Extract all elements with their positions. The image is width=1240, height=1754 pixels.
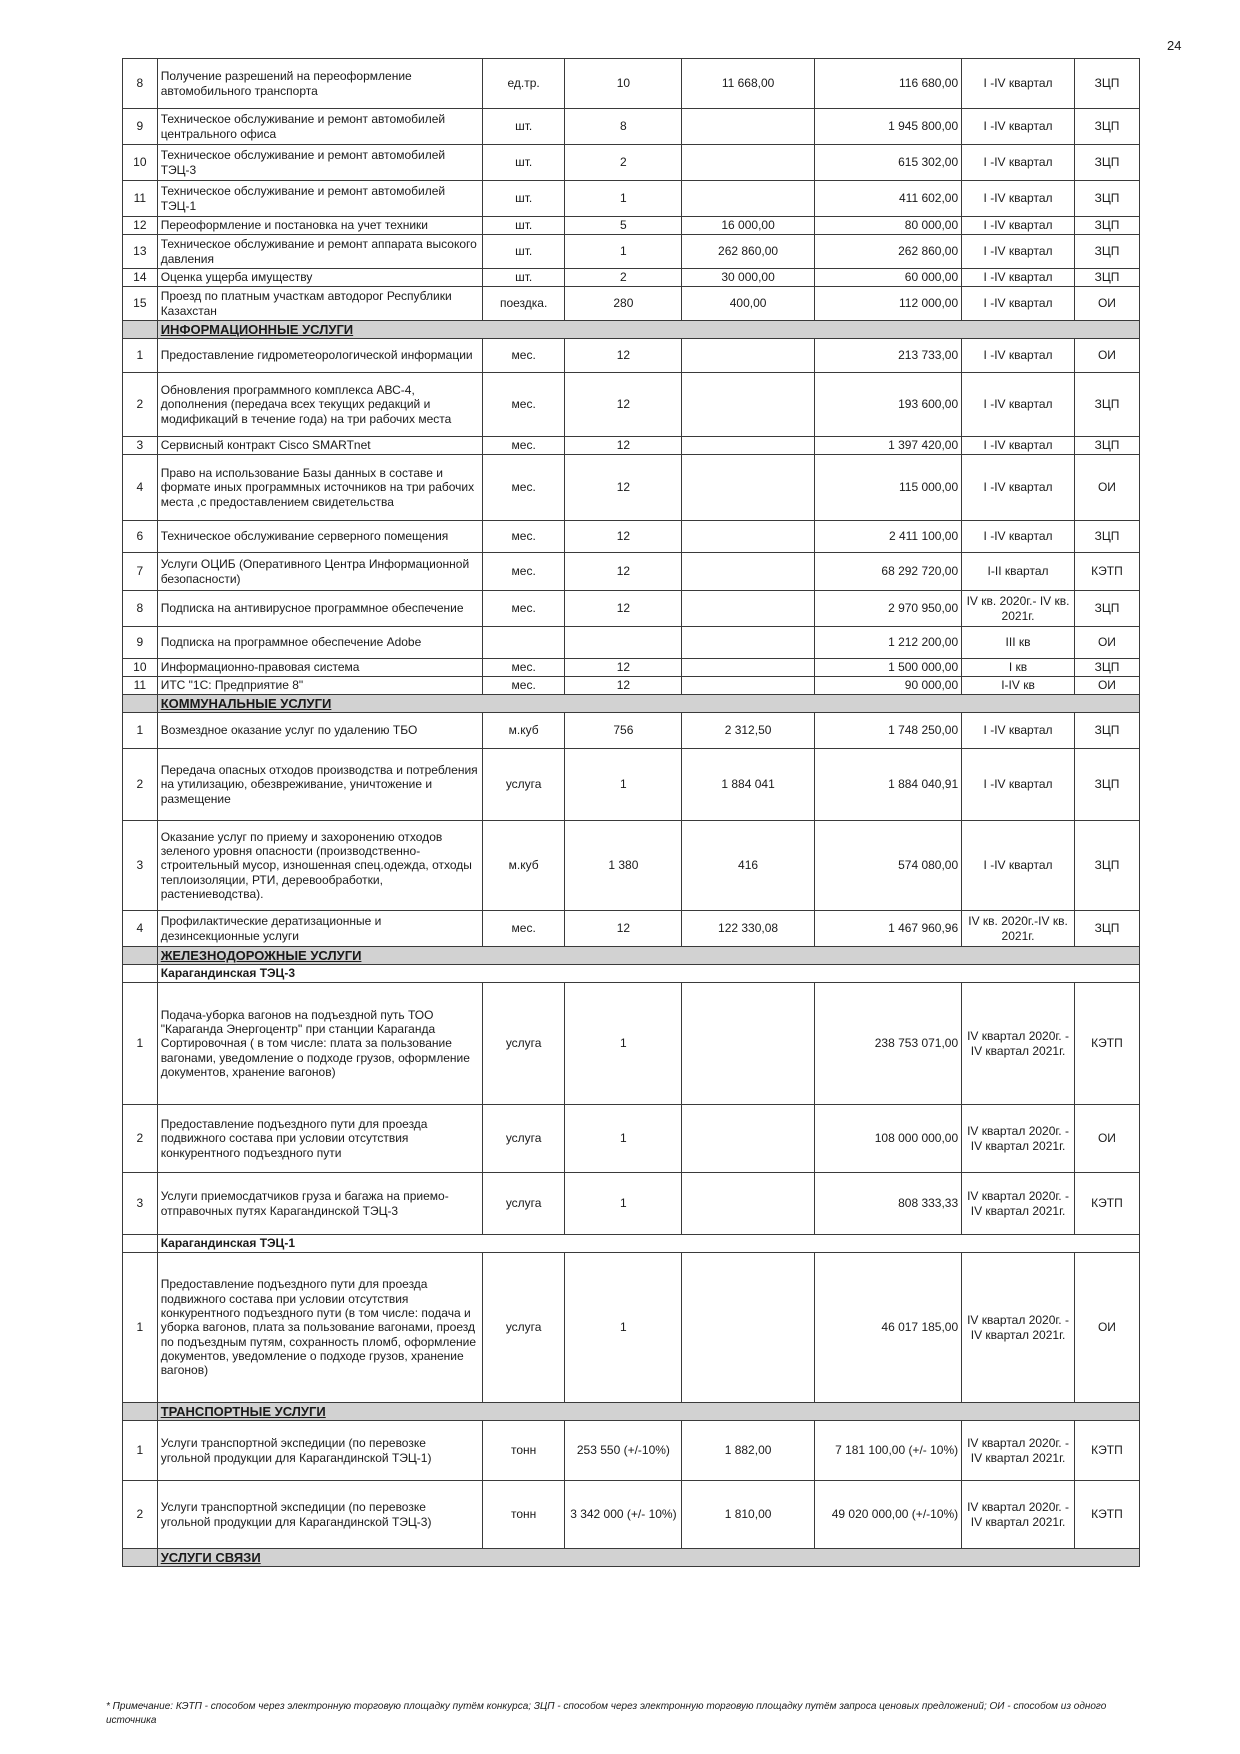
section-title: ТРАНСПОРТНЫЕ УСЛУГИ — [157, 1403, 1139, 1421]
cell-period: I -IV квартал — [962, 235, 1075, 269]
cell-qty: 1 — [565, 1173, 682, 1235]
procurement-table — [122, 58, 1140, 1567]
cell-price: 16 000,00 — [682, 217, 814, 235]
cell-price — [682, 437, 814, 455]
table-body — [123, 59, 1140, 1567]
cell-num: 1 — [123, 713, 158, 749]
cell-unit — [482, 627, 564, 659]
cell-price — [682, 983, 814, 1105]
section-title: КОММУНАЛЬНЫЕ УСЛУГИ — [157, 695, 1139, 713]
section-num-cell — [123, 1235, 158, 1253]
cell-qty: 8 — [565, 109, 682, 145]
table-row — [123, 659, 1140, 677]
cell-name: Информационно-правовая система — [157, 659, 482, 677]
cell-name: Возмездное оказание услуг по удалению ТБО — [157, 713, 482, 749]
cell-name: Услуги ОЦИБ (Оперативного Центра Информационной безопасности) — [157, 553, 482, 591]
cell-qty: 2 — [565, 145, 682, 181]
subsection-title: Карагандинская ТЭЦ-1 — [157, 1235, 1139, 1253]
cell-price — [682, 1105, 814, 1173]
cell-price — [682, 181, 814, 217]
cell-period: IV кв. 2020г.- IV кв. 2021г. — [962, 591, 1075, 627]
cell-qty: 280 — [565, 287, 682, 321]
section-num-cell — [123, 1403, 158, 1421]
cell-method: ЗЦП — [1074, 911, 1139, 947]
table-row — [123, 59, 1140, 109]
cell-unit: услуга — [482, 749, 564, 821]
cell-qty: 12 — [565, 553, 682, 591]
table-row — [123, 109, 1140, 145]
cell-name: Услуги приемосдатчиков груза и багажа на приемо-отправочных путях Карагандинской ТЭЦ-3 — [157, 1173, 482, 1235]
cell-unit: м.куб — [482, 821, 564, 911]
cell-method: ОИ — [1074, 627, 1139, 659]
cell-price: 1 882,00 — [682, 1421, 814, 1481]
cell-name: Техническое обслуживание серверного помещения — [157, 521, 482, 553]
cell-num: 10 — [123, 145, 158, 181]
cell-sum: 1 748 250,00 — [814, 713, 961, 749]
cell-sum: 1 500 000,00 — [814, 659, 961, 677]
cell-unit: шт. — [482, 109, 564, 145]
cell-sum: 112 000,00 — [814, 287, 961, 321]
cell-qty: 1 — [565, 235, 682, 269]
cell-sum: 116 680,00 — [814, 59, 961, 109]
cell-method: ОИ — [1074, 455, 1139, 521]
cell-unit: мес. — [482, 521, 564, 553]
cell-method: ЗЦП — [1074, 437, 1139, 455]
table-row — [123, 269, 1140, 287]
subsection-title: Карагандинская ТЭЦ-3 — [157, 965, 1139, 983]
cell-unit: мес. — [482, 677, 564, 695]
cell-num: 3 — [123, 1173, 158, 1235]
cell-method: КЭТП — [1074, 983, 1139, 1105]
cell-price — [682, 627, 814, 659]
cell-method: ЗЦП — [1074, 591, 1139, 627]
cell-method: ЗЦП — [1074, 713, 1139, 749]
cell-price: 11 668,00 — [682, 59, 814, 109]
cell-method: ОИ — [1074, 339, 1139, 373]
cell-num: 7 — [123, 553, 158, 591]
section-row — [123, 695, 1140, 713]
cell-period: I -IV квартал — [962, 437, 1075, 455]
cell-num: 1 — [123, 983, 158, 1105]
cell-name: Техническое обслуживание и ремонт автомобилей центрального офиса — [157, 109, 482, 145]
cell-unit: тонн — [482, 1481, 564, 1549]
cell-unit: мес. — [482, 373, 564, 437]
table-row — [123, 821, 1140, 911]
cell-num: 10 — [123, 659, 158, 677]
cell-name: Сервисный контракт Cisco SMARTnet — [157, 437, 482, 455]
cell-qty: 12 — [565, 455, 682, 521]
cell-sum: 193 600,00 — [814, 373, 961, 437]
cell-method: ОИ — [1074, 1105, 1139, 1173]
cell-unit: шт. — [482, 145, 564, 181]
page-number: 24 — [1167, 38, 1182, 53]
cell-name: Обновления программного комплекса АВС-4, дополнения (передача всех текущих редакций и модификаций в течение года) на три рабочих места — [157, 373, 482, 437]
cell-num: 2 — [123, 1481, 158, 1549]
cell-period: I -IV квартал — [962, 59, 1075, 109]
cell-period: I -IV квартал — [962, 455, 1075, 521]
cell-name: Подача-уборка вагонов на подъездной путь ТОО "Караганда Энергоцентр" при станции Караганда Сортировочная ( в том числе: плата за пользование вагонами, уведомление о подходе грузов, оформление документов, хранение вагонов) — [157, 983, 482, 1105]
section-title: УСЛУГИ СВЯЗИ — [157, 1549, 1139, 1567]
cell-num: 12 — [123, 217, 158, 235]
cell-method: ЗЦП — [1074, 145, 1139, 181]
section-title: ЖЕЛЕЗНОДОРОЖНЫЕ УСЛУГИ — [157, 947, 1139, 965]
cell-period: I -IV квартал — [962, 181, 1075, 217]
cell-period: I -IV квартал — [962, 339, 1075, 373]
cell-num: 13 — [123, 235, 158, 269]
cell-method: ЗЦП — [1074, 373, 1139, 437]
cell-num: 9 — [123, 109, 158, 145]
section-row — [123, 1549, 1140, 1567]
table-row — [123, 591, 1140, 627]
table-row — [123, 1173, 1140, 1235]
cell-period: I -IV квартал — [962, 821, 1075, 911]
cell-unit: услуга — [482, 983, 564, 1105]
cell-price — [682, 1173, 814, 1235]
cell-sum: 1 212 200,00 — [814, 627, 961, 659]
cell-price — [682, 553, 814, 591]
cell-price — [682, 677, 814, 695]
subsection-row — [123, 965, 1140, 983]
cell-name: Право на использование Базы данных в составе и формате иных программных источников на три рабочих места ,с предоставлением свидетельства — [157, 455, 482, 521]
cell-unit: мес. — [482, 659, 564, 677]
cell-qty: 756 — [565, 713, 682, 749]
section-num-cell — [123, 695, 158, 713]
cell-num: 1 — [123, 1253, 158, 1403]
cell-period: I -IV квартал — [962, 713, 1075, 749]
cell-qty: 12 — [565, 911, 682, 947]
cell-unit: мес. — [482, 911, 564, 947]
cell-qty: 253 550 (+/-10%) — [565, 1421, 682, 1481]
cell-method: ОИ — [1074, 677, 1139, 695]
cell-period: I-II квартал — [962, 553, 1075, 591]
cell-name: Техническое обслуживание и ремонт автомобилей ТЭЦ-3 — [157, 145, 482, 181]
cell-sum: 7 181 100,00 (+/- 10%) — [814, 1421, 961, 1481]
table-row — [123, 455, 1140, 521]
table-row — [123, 713, 1140, 749]
cell-period: I -IV квартал — [962, 287, 1075, 321]
table-row — [123, 983, 1140, 1105]
table-row — [123, 1105, 1140, 1173]
cell-sum: 574 080,00 — [814, 821, 961, 911]
cell-unit: услуга — [482, 1253, 564, 1403]
section-title: ИНФОРМАЦИОННЫЕ УСЛУГИ — [157, 321, 1139, 339]
cell-price: 262 860,00 — [682, 235, 814, 269]
cell-period: I -IV квартал — [962, 269, 1075, 287]
cell-price: 2 312,50 — [682, 713, 814, 749]
cell-qty: 12 — [565, 521, 682, 553]
cell-period: IV квартал 2020г. - IV квартал 2021г. — [962, 1421, 1075, 1481]
cell-unit: поездка. — [482, 287, 564, 321]
cell-num: 2 — [123, 749, 158, 821]
cell-price — [682, 659, 814, 677]
cell-unit: мес. — [482, 553, 564, 591]
cell-period: IV квартал 2020г. - IV квартал 2021г. — [962, 1173, 1075, 1235]
cell-qty: 1 — [565, 1253, 682, 1403]
table-row — [123, 749, 1140, 821]
cell-name: Предоставление подъездного пути для проезда подвижного состава при условии отсутствия конкурентного подъездного пути (в том числе: подача и уборка вагонов, плата за пользование вагонами, проезд по подъездным путям, сохранность пломб, оформление документов, уведомление о подходе грузов, хранение вагонов) — [157, 1253, 482, 1403]
cell-price: 30 000,00 — [682, 269, 814, 287]
cell-method: ОИ — [1074, 1253, 1139, 1403]
cell-period: III кв — [962, 627, 1075, 659]
cell-unit: тонн — [482, 1421, 564, 1481]
cell-unit: услуга — [482, 1105, 564, 1173]
cell-num: 1 — [123, 1421, 158, 1481]
table-row — [123, 145, 1140, 181]
cell-qty: 1 — [565, 749, 682, 821]
section-num-cell — [123, 965, 158, 983]
cell-qty: 3 342 000 (+/- 10%) — [565, 1481, 682, 1549]
cell-qty: 5 — [565, 217, 682, 235]
cell-method: ЗЦП — [1074, 59, 1139, 109]
cell-name: Передача опасных отходов производства и потребления на утилизацию, обезвреживание, уничтожение и размещение — [157, 749, 482, 821]
cell-num: 4 — [123, 455, 158, 521]
cell-qty — [565, 627, 682, 659]
cell-price — [682, 145, 814, 181]
table-row — [123, 677, 1140, 695]
cell-sum: 90 000,00 — [814, 677, 961, 695]
table-row — [123, 373, 1140, 437]
cell-num: 11 — [123, 181, 158, 217]
cell-num: 4 — [123, 911, 158, 947]
cell-price — [682, 591, 814, 627]
cell-period: IV кв. 2020г.-IV кв. 2021г. — [962, 911, 1075, 947]
table-row — [123, 437, 1140, 455]
table-row — [123, 181, 1140, 217]
cell-sum: 262 860,00 — [814, 235, 961, 269]
cell-name: Техническое обслуживание и ремонт аппарата высокого давления — [157, 235, 482, 269]
table-row — [123, 1253, 1140, 1403]
cell-qty: 10 — [565, 59, 682, 109]
cell-qty: 12 — [565, 339, 682, 373]
table-row — [123, 553, 1140, 591]
cell-sum: 238 753 071,00 — [814, 983, 961, 1105]
cell-period: IV квартал 2020г. - IV квартал 2021г. — [962, 1105, 1075, 1173]
cell-num: 11 — [123, 677, 158, 695]
cell-sum: 46 017 185,00 — [814, 1253, 961, 1403]
cell-sum: 1 884 040,91 — [814, 749, 961, 821]
cell-num: 2 — [123, 1105, 158, 1173]
cell-price: 122 330,08 — [682, 911, 814, 947]
cell-num: 3 — [123, 821, 158, 911]
cell-num: 3 — [123, 437, 158, 455]
cell-qty: 12 — [565, 591, 682, 627]
cell-num: 14 — [123, 269, 158, 287]
cell-unit: мес. — [482, 339, 564, 373]
cell-sum: 1 945 800,00 — [814, 109, 961, 145]
cell-qty: 12 — [565, 659, 682, 677]
cell-sum: 213 733,00 — [814, 339, 961, 373]
cell-method: ЗЦП — [1074, 749, 1139, 821]
cell-sum: 1 397 420,00 — [814, 437, 961, 455]
cell-sum: 108 000 000,00 — [814, 1105, 961, 1173]
cell-name: Предоставление гидрометеорологической информации — [157, 339, 482, 373]
section-num-cell — [123, 947, 158, 965]
cell-name: ИТС "1С: Предприятие 8" — [157, 677, 482, 695]
table-row — [123, 521, 1140, 553]
cell-sum: 808 333,33 — [814, 1173, 961, 1235]
cell-unit: шт. — [482, 269, 564, 287]
cell-num: 15 — [123, 287, 158, 321]
cell-name: Переоформление и постановка на учет техники — [157, 217, 482, 235]
cell-name: Проезд по платным участкам автодорог Республики Казахстан — [157, 287, 482, 321]
cell-qty: 12 — [565, 437, 682, 455]
cell-name: Услуги транспортной экспедиции (по перевозке угольной продукции для Карагандинской ТЭЦ-3) — [157, 1481, 482, 1549]
cell-price — [682, 521, 814, 553]
cell-price — [682, 109, 814, 145]
section-row — [123, 321, 1140, 339]
cell-unit: мес. — [482, 437, 564, 455]
cell-period: I кв — [962, 659, 1075, 677]
cell-period: IV квартал 2020г. - IV квартал 2021г. — [962, 1481, 1075, 1549]
cell-qty: 1 — [565, 1105, 682, 1173]
cell-period: I -IV квартал — [962, 217, 1075, 235]
table-row — [123, 339, 1140, 373]
cell-method: КЭТП — [1074, 553, 1139, 591]
cell-unit: шт. — [482, 235, 564, 269]
cell-unit: м.куб — [482, 713, 564, 749]
cell-qty: 1 — [565, 983, 682, 1105]
cell-sum: 2 411 100,00 — [814, 521, 961, 553]
cell-name: Подписка на антивирусное программное обеспечение — [157, 591, 482, 627]
cell-unit: мес. — [482, 591, 564, 627]
cell-num: 1 — [123, 339, 158, 373]
subsection-row — [123, 1235, 1140, 1253]
table-row — [123, 1481, 1140, 1549]
cell-period: I -IV квартал — [962, 109, 1075, 145]
cell-sum: 115 000,00 — [814, 455, 961, 521]
cell-num: 9 — [123, 627, 158, 659]
cell-method: ЗЦП — [1074, 821, 1139, 911]
cell-method: ОИ — [1074, 287, 1139, 321]
cell-sum: 60 000,00 — [814, 269, 961, 287]
cell-qty: 2 — [565, 269, 682, 287]
cell-price — [682, 1253, 814, 1403]
cell-num: 8 — [123, 591, 158, 627]
cell-price — [682, 339, 814, 373]
cell-name: Профилактические дератизационные и дезинсекционные услуги — [157, 911, 482, 947]
cell-period: I-IV кв — [962, 677, 1075, 695]
cell-name: Оказание услуг по приему и захоронению отходов зеленого уровня опасности (производственно-строительный мусор, изношенная спец.одежда, отходы теплоизоляции, РТИ, деревообработки, растениеводства). — [157, 821, 482, 911]
cell-period: IV квартал 2020г. - IV квартал 2021г. — [962, 1253, 1075, 1403]
cell-price — [682, 373, 814, 437]
footnote: * Примечание: КЭТП - способом через электронную торговую площадку путём конкурса; ЗЦП - способом через электронную торговую площадку путём запроса ценовых предложений; ОИ - способом из одного источника — [106, 1701, 1107, 1726]
cell-method: ЗЦП — [1074, 181, 1139, 217]
cell-num: 8 — [123, 59, 158, 109]
table-row — [123, 1421, 1140, 1481]
cell-name: Техническое обслуживание и ремонт автомобилей ТЭЦ-1 — [157, 181, 482, 217]
cell-name: Получение разрешений на переоформление автомобильного транспорта — [157, 59, 482, 109]
cell-sum: 2 970 950,00 — [814, 591, 961, 627]
cell-period: I -IV квартал — [962, 145, 1075, 181]
cell-num: 2 — [123, 373, 158, 437]
cell-name: Подписка на программное обеспечение Adobe — [157, 627, 482, 659]
cell-sum: 1 467 960,96 — [814, 911, 961, 947]
table-row — [123, 287, 1140, 321]
cell-price: 416 — [682, 821, 814, 911]
cell-sum: 411 602,00 — [814, 181, 961, 217]
cell-period: I -IV квартал — [962, 749, 1075, 821]
cell-qty: 12 — [565, 373, 682, 437]
cell-method: ЗЦП — [1074, 521, 1139, 553]
cell-sum: 80 000,00 — [814, 217, 961, 235]
cell-sum: 49 020 000,00 (+/-10%) — [814, 1481, 961, 1549]
cell-unit: шт. — [482, 181, 564, 217]
cell-method: КЭТП — [1074, 1421, 1139, 1481]
table-row — [123, 235, 1140, 269]
cell-price: 1 810,00 — [682, 1481, 814, 1549]
cell-method: ЗЦП — [1074, 659, 1139, 677]
section-row — [123, 947, 1140, 965]
cell-qty: 1 380 — [565, 821, 682, 911]
cell-name: Оценка ущерба имуществу — [157, 269, 482, 287]
section-num-cell — [123, 321, 158, 339]
cell-price — [682, 455, 814, 521]
cell-method: КЭТП — [1074, 1481, 1139, 1549]
cell-period: I -IV квартал — [962, 521, 1075, 553]
cell-unit: шт. — [482, 217, 564, 235]
table-row — [123, 911, 1140, 947]
cell-price: 1 884 041 — [682, 749, 814, 821]
cell-method: ЗЦП — [1074, 269, 1139, 287]
section-row — [123, 1403, 1140, 1421]
cell-period: I -IV квартал — [962, 373, 1075, 437]
cell-period: IV квартал 2020г. - IV квартал 2021г. — [962, 983, 1075, 1105]
cell-name: Предоставление подъездного пути для проезда подвижного состава при условии отсутствия конкурентного подъездного пути — [157, 1105, 482, 1173]
cell-method: ЗЦП — [1074, 235, 1139, 269]
cell-method: КЭТП — [1074, 1173, 1139, 1235]
cell-method: ЗЦП — [1074, 217, 1139, 235]
cell-unit: ед.тр. — [482, 59, 564, 109]
cell-name: Услуги транспортной экспедиции (по перевозке угольной продукции для Карагандинской ТЭЦ-1) — [157, 1421, 482, 1481]
cell-qty: 12 — [565, 677, 682, 695]
cell-unit: услуга — [482, 1173, 564, 1235]
section-num-cell — [123, 1549, 158, 1567]
cell-sum: 68 292 720,00 — [814, 553, 961, 591]
table-row — [123, 217, 1140, 235]
cell-sum: 615 302,00 — [814, 145, 961, 181]
cell-qty: 1 — [565, 181, 682, 217]
cell-num: 6 — [123, 521, 158, 553]
cell-price: 400,00 — [682, 287, 814, 321]
cell-method: ЗЦП — [1074, 109, 1139, 145]
table-row — [123, 627, 1140, 659]
cell-unit: мес. — [482, 455, 564, 521]
